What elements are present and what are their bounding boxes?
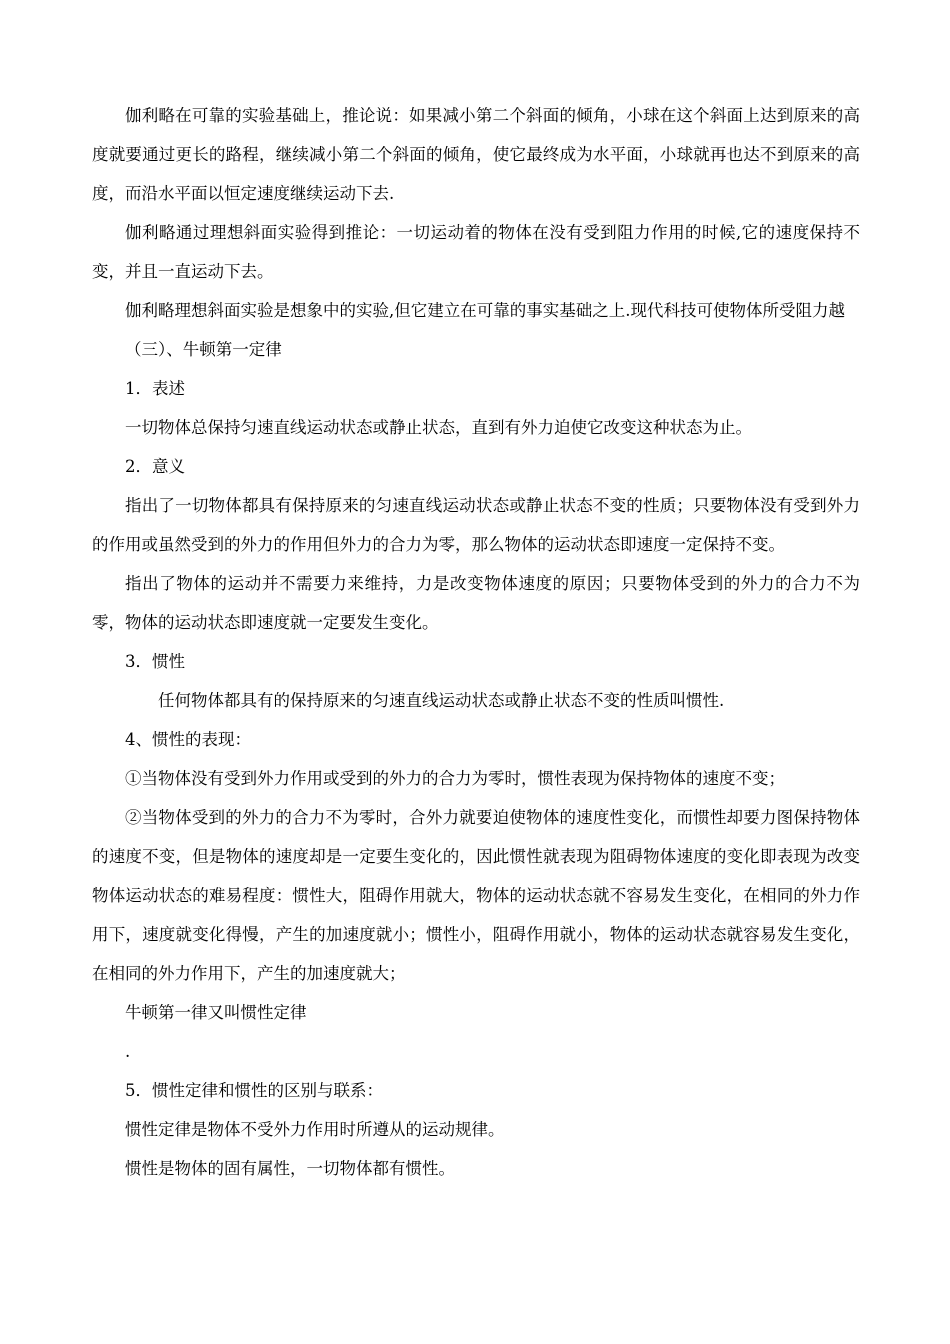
- paragraph-ideal-experiment-note: 伽利略理想斜面实验是想象中的实验,但它建立在可靠的事实基础之上.现代科技可使物体所受阻力越: [125, 301, 845, 320]
- paragraph-law-of-inertia-name: 牛顿第一律又叫惯性定律: [125, 1003, 307, 1022]
- subheading-inertia: 3．惯性: [125, 652, 185, 671]
- paragraph-ideal-incline-conclusion: 伽利略通过理想斜面实验得到推论：一切运动着的物体在没有受到阻力作用的时候,它的速度保持不变，并且一直运动下去。: [92, 223, 860, 281]
- subheading-statement: 1．表述: [125, 379, 185, 398]
- paragraph-significance-1: 指出了一切物体都具有保持原来的匀速直线运动状态或静止状态不变的性质；只要物体没有受到外力的作用或虽然受到的外力的作用但外力的合力为零，那么物体的运动状态即速度一定保持不变。: [92, 496, 860, 554]
- document-body: [92, 96, 860, 1188]
- subheading-law-vs-inertia: 5．惯性定律和惯性的区别与联系：: [125, 1081, 383, 1100]
- subheading-inertia-manifestation: 4、惯性的表现：: [125, 730, 251, 749]
- paragraph-galileo-inference: 伽利略在可靠的实验基础上，推论说：如果减小第二个斜面的倾角，小球在这个斜面上达到原来的高度就要通过更长的路程，继续减小第二个斜面的倾角，使它最终成为水平面，小球就再也达不到原来的高度，而沿水平面以恒定速度继续运动下去.: [92, 106, 860, 203]
- section-heading-newton-first-law: （三）、牛顿第一定律: [125, 340, 282, 359]
- subheading-significance: 2．意义: [125, 457, 185, 476]
- paragraph-inertia-definition: 任何物体都具有的保持原来的匀速直线运动状态或静止状态不变的性质叫惯性.: [158, 691, 725, 710]
- list-item-manifestation-1: ①当物体没有受到外力作用或受到的外力的合力为零时，惯性表现为保持物体的速度不变；: [125, 769, 785, 788]
- paragraph-statement: 一切物体总保持匀速直线运动状态或静止状态，直到有外力迫使它改变这种状态为止。: [125, 418, 752, 437]
- list-item-manifestation-2: ②当物体受到的外力的合力不为零时，合外力就要迫使物体的速度性变化，而惯性却要力图保持物体的速度不变，但是物体的速度却是一定要生变化的，因此惯性就表现为阻碍物体速度的变化即表现为改变物体运动状态的难易程度：惯性大，阻碍作用就大，物体的运动状态就不容易发生变化，在相同的外力作用下，速度就变化得慢，产生的加速度就小；惯性小，阻碍作用就小，物体的运动状态就容易发生变化，在相同的外力作用下，产生的加速度就大；: [92, 808, 860, 983]
- stray-period: .: [125, 1042, 131, 1061]
- paragraph-significance-2: 指出了物体的运动并不需要力来维持，力是改变物体速度的原因；只要物体受到的外力的合力不为零，物体的运动状态即速度就一定要发生变化。: [92, 574, 860, 632]
- paragraph-inertia-property: 惯性是物体的固有属性，一切物体都有惯性。: [125, 1159, 455, 1178]
- paragraph-law-of-inertia-definition: 惯性定律是物体不受外力作用时所遵从的运动规律。: [125, 1120, 505, 1139]
